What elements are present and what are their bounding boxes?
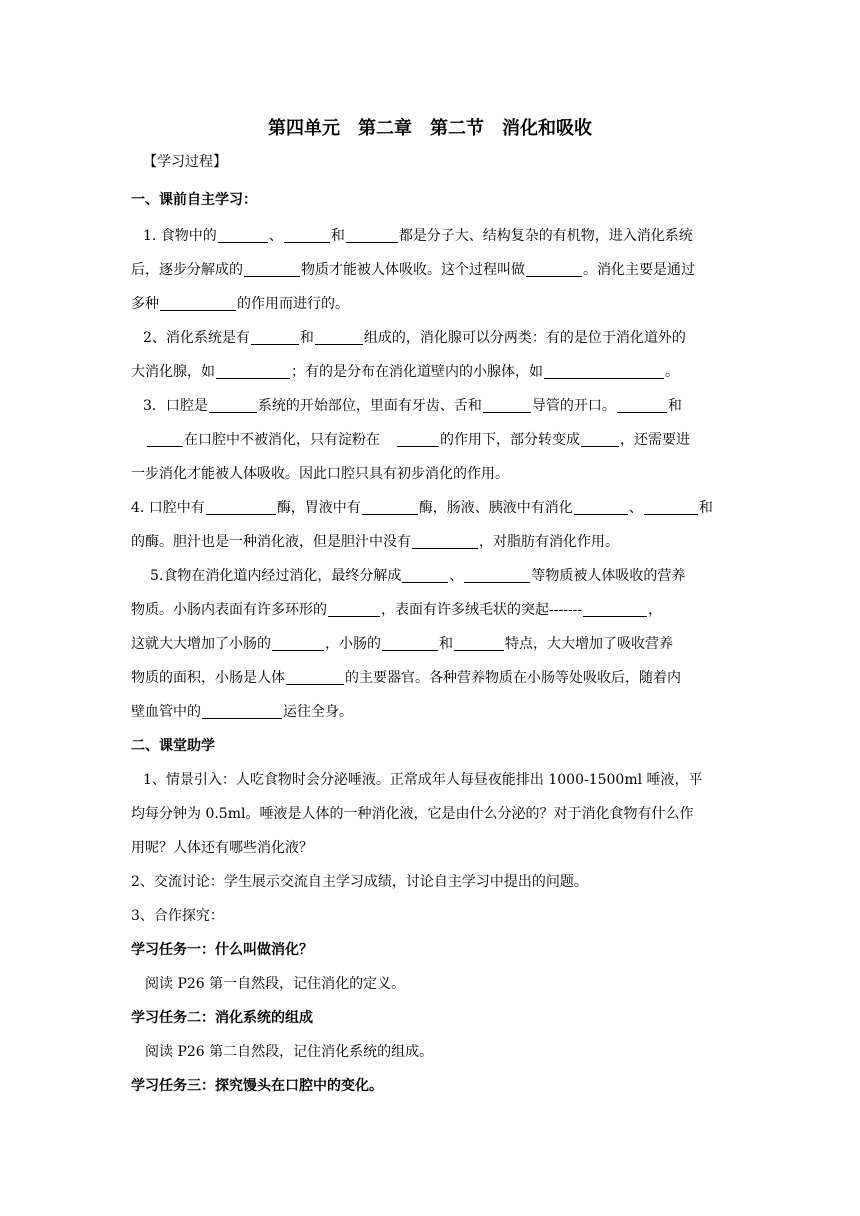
answer-blank[interactable] [574,498,628,515]
task3-heading: 学习任务三：探究馒头在口腔中的变化。 [131,1078,383,1094]
answer-blank[interactable] [644,498,698,515]
answer-blank[interactable] [206,498,276,515]
q5-line1: 5.食物在消化道内经过消化，最终分解成 、 等物质被人体吸收的营养 [150,568,686,584]
q1-line3: 多种 的作用而进行的。 [131,296,349,312]
answer-blank[interactable] [209,396,257,413]
answer-blank[interactable] [581,430,619,447]
answer-blank[interactable] [617,396,667,413]
task2-heading: 学习任务二：消化系统的组成 [131,1010,313,1026]
answer-blank[interactable] [362,498,418,515]
answer-blank[interactable] [147,430,183,447]
q5-line5: 壁血管中的 运往全身。 [131,704,353,720]
answer-blank[interactable] [216,362,290,379]
section1-heading: 一、课前自主学习： [131,192,257,208]
q3-line2: 在口腔中不被消化，只有淀粉在 的作用下，部分转变成 ，还需要进 [146,430,746,450]
task2-text: 阅读 P26 第二自然段，记住消化系统的组成。 [145,1044,434,1060]
answer-blank[interactable] [402,566,448,583]
q4-line1: 4. 口腔中有 酶，胃液中有 酶，肠液、胰液中有消化 、 和 [131,500,713,516]
q2-line2: 大消化腺，如 ；有的是分布在消化道壁内的小腺体，如 。 [131,364,679,380]
answer-blank[interactable] [315,328,363,345]
answer-blank[interactable] [583,600,647,617]
q5-line2: 物质。小肠内表面有许多环形的 ，表面有许多绒毛状的突起------- ， [131,602,663,618]
intro-line2: 均每分钟为 0.5ml。唾液是人体的一种消化液，它是由什么分泌的？对于消化食物有什么作 [131,806,694,822]
answer-blank[interactable] [244,260,300,277]
answer-blank[interactable] [544,362,664,379]
answer-blank[interactable] [160,294,236,311]
q5-line3: 这就大大增加了小肠的 ，小肠的 和 特点，大大增加了吸收营养 [131,636,673,652]
discussion-text: 2、交流讨论：学生展示交流自主学习成绩，讨论自主学习中提出的问题。 [131,874,588,890]
section2-heading: 二、课堂助学 [131,738,215,754]
q5-line4: 物质的面积，小肠是人体 的主要器官。各种营养物质在小肠等处吸收后，随着内 [131,670,681,686]
page-title: 第四单元 第二章 第二节 消化和吸收 [268,118,592,139]
q3-line1: 3．口腔是 系统的开始部位，里面有牙齿、舌和 导管的开口。 和 [143,398,682,414]
q3-line3: 一步消化才能被人体吸收。因此口腔只具有初步消化的作用。 [131,466,509,482]
answer-blank[interactable] [454,634,504,651]
q2-line1: 2、消化系统是有 和 组成的，消化腺可以分两类：有的是位于消化道外的 [143,330,686,346]
answer-blank[interactable] [464,566,530,583]
task1-text: 阅读 P26 第一自然段，记住消化的定义。 [145,976,406,992]
answer-blank[interactable] [412,532,478,549]
learning-process-label: 【学习过程】 [143,154,227,170]
exploration-text: 3、合作探究： [131,908,224,924]
answer-blank[interactable] [526,260,582,277]
answer-blank[interactable] [382,634,438,651]
intro-line3: 用呢？人体还有哪些消化液？ [131,840,313,856]
answer-blank[interactable] [483,396,531,413]
answer-blank[interactable] [397,430,439,447]
task1-heading: 学习任务一：什么叫做消化？ [131,942,313,958]
answer-blank[interactable] [251,328,299,345]
answer-blank[interactable] [346,226,398,243]
q1-line1: 1. 食物中的 、 和 都是分子大、结构复杂的有机物，进入消化系统 [143,228,693,244]
intro-line1: 1、情景引入：人吃食物时会分泌唾液。正常成年人每昼夜能排出 1000-1500ml 唾液，平 [143,772,703,788]
answer-blank[interactable] [202,702,282,719]
answer-blank[interactable] [272,634,324,651]
answer-blank[interactable] [286,668,344,685]
answer-blank[interactable] [218,226,268,243]
q1-line2: 后，逐步分解成的 物质才能被人体吸收。这个过程叫做 。消化主要是通过 [131,262,695,278]
answer-blank[interactable] [328,600,380,617]
q4-line2: 的酶。胆汁也是一种消化液，但是胆汁中没有 ，对脂肪有消化作用。 [131,534,619,550]
answer-blank[interactable] [284,226,330,243]
